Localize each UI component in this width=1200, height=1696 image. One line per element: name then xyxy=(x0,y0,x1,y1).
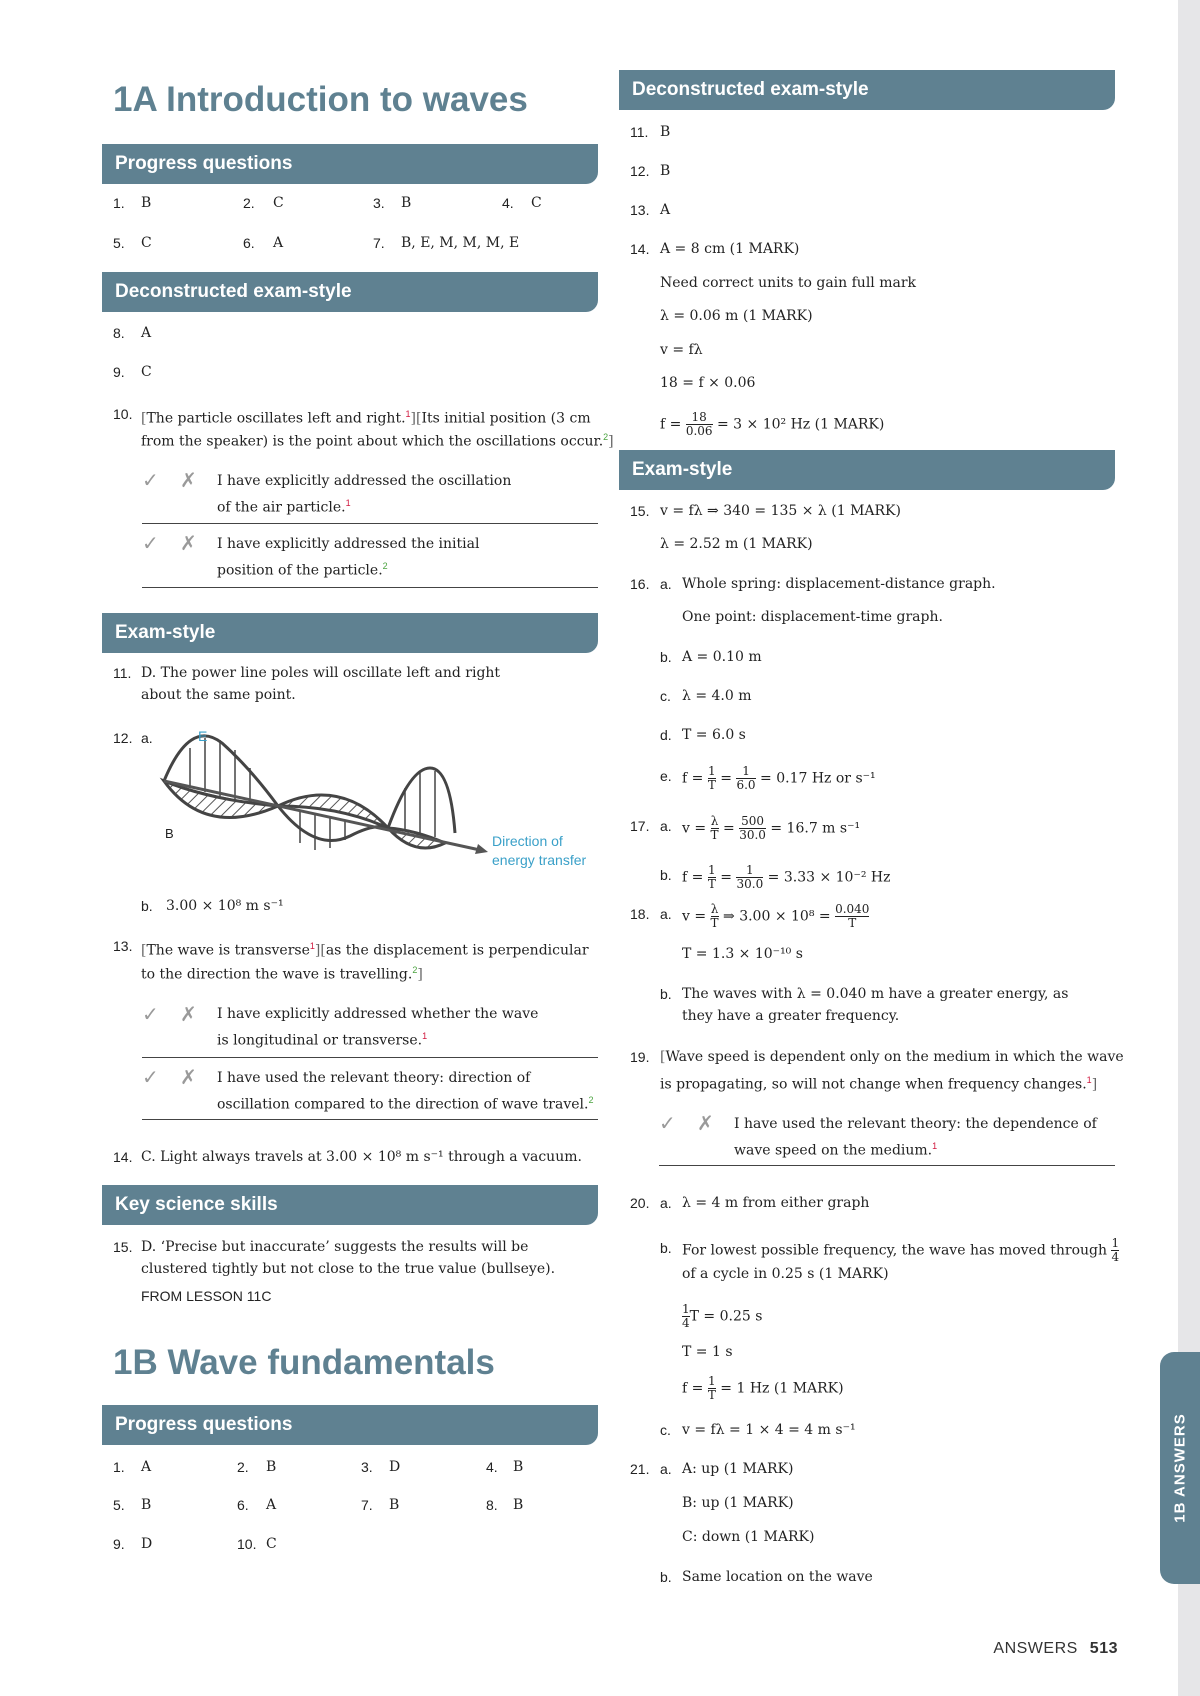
q20b-line3: $\frac{1}{4}$ T = 0.25 s xyxy=(682,1302,763,1330)
q21b-label: b. xyxy=(660,1569,672,1585)
q14-number: 14. xyxy=(630,241,650,257)
divider xyxy=(142,523,598,524)
cross-icon[interactable]: ✗ xyxy=(180,531,197,555)
q12a-label: a. xyxy=(141,730,153,746)
cross-icon[interactable]: ✗ xyxy=(180,1065,197,1089)
q17-number: 17. xyxy=(630,818,650,834)
q13-checklist-item-2: I have used the relevant theory: direction of oscillation compared to the direction of wave travel.$^2$ xyxy=(217,1070,594,1113)
q19-line2: is propagating, so will not change when frequency changes.$^1$] xyxy=(660,1075,1098,1093)
exam-style-header-1b: Exam-style xyxy=(619,450,1115,490)
side-tab-label: 1B ANSWERS xyxy=(1171,1413,1189,1523)
q21-number: 21. xyxy=(630,1461,650,1477)
q8-answer: A xyxy=(141,325,152,341)
arrowhead-icon xyxy=(475,844,488,854)
q15-answer: D. ‘Precise but inaccurate’ suggests the results will be clustered tightly but not close to the true value (bullseye). xyxy=(141,1239,556,1277)
cross-icon[interactable]: ✗ xyxy=(697,1111,714,1135)
q10-checklist-item-2: I have explicitly addressed the initial position of the particle.$^2$ xyxy=(217,536,480,579)
q21a-line3: C: down (1 MARK) xyxy=(682,1529,815,1545)
q20b-label: b. xyxy=(660,1240,672,1256)
q18a-label: a. xyxy=(660,906,672,922)
q13-number: 13. xyxy=(113,938,133,954)
q20a-answer: λ = 4 m from either graph xyxy=(682,1195,870,1211)
q18b-label: b. xyxy=(660,986,672,1002)
checkmark-icon[interactable]: ✓ xyxy=(142,468,159,492)
q12b-answer: 3.00 × 10⁸ m s⁻¹ xyxy=(166,898,284,914)
cross-icon[interactable]: ✗ xyxy=(180,468,197,492)
q10-answer-line2: from the speaker) is the point about which the oscillations occur.$^2$] xyxy=(141,432,614,450)
from-lesson-reference: FROM LESSON 11C xyxy=(141,1288,272,1304)
q14-line2: Need correct units to gain full mark xyxy=(660,275,917,291)
q13-answer: A xyxy=(660,202,671,218)
q10-answer-line1: [The particle oscillates left and right.$^1$][Its initial position (3 cm xyxy=(141,409,591,427)
q13-answer-line2: to the direction the wave is travelling.$^2$] xyxy=(141,965,423,983)
checkmark-icon[interactable]: ✓ xyxy=(659,1111,676,1135)
q16a-label: a. xyxy=(660,576,672,592)
q20b-line5: f = $\frac{1}{T}$ = 1 Hz (1 MARK) xyxy=(682,1374,844,1402)
q18a-line2: T = 1.3 × 10⁻¹⁰ s xyxy=(682,946,803,962)
q18b-answer: The waves with λ = 0.040 m have a greater energy, as they have a greater frequency. xyxy=(682,986,1069,1024)
q11-answer: D. The power line poles will oscillate left and right about the same point. xyxy=(141,665,501,703)
q11-number: 11. xyxy=(113,665,132,681)
label-e-field: E xyxy=(198,728,208,744)
progress-questions-header-1b: Progress questions xyxy=(102,1405,598,1445)
divider xyxy=(142,587,598,588)
exam-style-header-1a: Exam-style xyxy=(102,613,598,653)
q15-number: 15. xyxy=(630,503,650,519)
q17b-label: b. xyxy=(660,867,672,883)
em-wave-diagram xyxy=(150,728,500,878)
q14-line6: f = $\frac{18}{0.06}$ = 3 × 10² Hz (1 MARK) xyxy=(660,410,885,438)
checkmark-icon[interactable]: ✓ xyxy=(142,1065,159,1089)
q10-checklist-item-1: I have explicitly addressed the oscillation of the air particle.$^1$ xyxy=(217,473,512,516)
divider xyxy=(142,1057,598,1058)
q21a-line1: A: up (1 MARK) xyxy=(682,1461,794,1477)
q20a-label: a. xyxy=(660,1195,672,1211)
q16-number: 16. xyxy=(630,576,650,592)
q16a-line2: One point: displacement-time graph. xyxy=(682,609,943,625)
q16e-label: e. xyxy=(660,768,672,784)
q13-answer-line1: [The wave is transverse$^1$][as the displacement is perpendicular xyxy=(141,941,589,959)
q14-number: 14. xyxy=(113,1149,133,1165)
q12-number: 12. xyxy=(630,163,650,179)
progress-questions-header: Progress questions xyxy=(102,144,598,184)
q10-number: 10. xyxy=(113,406,133,422)
q16c-answer: λ = 4.0 m xyxy=(682,688,752,704)
q14-answer: C. Light always travels at 3.00 × 10⁸ m s⁻¹ through a vacuum. xyxy=(141,1149,582,1165)
q17a-label: a. xyxy=(660,818,672,834)
q12-number: 12. xyxy=(113,730,133,746)
q8-number: 8. xyxy=(113,325,125,341)
key-science-skills-header: Key science skills xyxy=(102,1185,598,1225)
q18a-line1: v = $\frac{\lambda}{T}$ ⇒ 3.00 × 10⁸ = $\frac{0.040}{T}$ xyxy=(682,902,870,930)
q18-number: 18. xyxy=(630,906,650,922)
deconstructed-header-1a: Deconstructed exam-style xyxy=(102,272,598,312)
label-direction-energy: Direction of energy transfer xyxy=(492,833,587,868)
q14-line3: λ = 0.06 m (1 MARK) xyxy=(660,308,813,324)
q20b-line1: For lowest possible frequency, the wave has moved through $\frac{1}{4}$ xyxy=(682,1236,1120,1264)
q19-line1: [Wave speed is dependent only on the medium in which the wave xyxy=(660,1049,1124,1065)
q12b-label: b. xyxy=(141,898,153,914)
q19-number: 19. xyxy=(630,1049,650,1065)
section-title-1b: 1B Wave fundamentals xyxy=(113,1343,495,1382)
page-footer xyxy=(993,1640,1118,1658)
q13-number: 13. xyxy=(630,202,650,218)
q17b-answer: f = $\frac{1}{T}$ = $\frac{1}{30.0}$ = 3.33 × 10⁻² Hz xyxy=(682,863,891,891)
q15-number: 15. xyxy=(113,1239,133,1255)
q9-answer: C xyxy=(141,364,152,380)
q21a-line2: B: up (1 MARK) xyxy=(682,1495,794,1511)
q21b-answer: Same location on the wave xyxy=(682,1569,873,1585)
q9-number: 9. xyxy=(113,364,125,380)
q17a-answer: v = $\frac{\lambda}{T}$ = $\frac{500}{30.0}$ = 16.7 m s⁻¹ xyxy=(682,814,861,842)
q20c-label: c. xyxy=(660,1422,671,1438)
q16c-label: c. xyxy=(660,688,671,704)
q14-line5: 18 = f × 0.06 xyxy=(660,375,756,391)
q16a-line1: Whole spring: displacement-distance graph. xyxy=(682,576,996,592)
q20b-line2: of a cycle in 0.25 s (1 MARK) xyxy=(682,1266,889,1282)
q16b-answer: A = 0.10 m xyxy=(682,649,762,665)
deconstructed-header-1b: Deconstructed exam-style xyxy=(619,70,1115,110)
q16b-label: b. xyxy=(660,649,672,665)
q19-checklist-item: I have used the relevant theory: the dependence of wave speed on the medium.$^1$ xyxy=(734,1116,1097,1159)
checkmark-icon[interactable]: ✓ xyxy=(142,1002,159,1026)
q11-answer: B xyxy=(660,124,671,140)
section-title-1a: 1A Introduction to waves xyxy=(113,80,528,119)
q20-number: 20. xyxy=(630,1195,650,1211)
q12-answer: B xyxy=(660,163,671,179)
label-b-field: B xyxy=(165,826,174,841)
q16d-label: d. xyxy=(660,727,672,743)
cross-icon[interactable]: ✗ xyxy=(180,1002,197,1026)
q21a-label: a. xyxy=(660,1461,672,1477)
q16d-answer: T = 6.0 s xyxy=(682,727,746,743)
footer-label: ANSWERS xyxy=(993,1640,1078,1657)
page-number: 513 xyxy=(1089,1640,1118,1657)
q14-line1: A = 8 cm (1 MARK) xyxy=(660,241,800,257)
divider xyxy=(659,1165,1115,1166)
q15-line2: λ = 2.52 m (1 MARK) xyxy=(660,536,813,552)
q20b-line4: T = 1 s xyxy=(682,1344,733,1360)
electric-field-wave xyxy=(164,736,455,841)
chapter-side-tab[interactable] xyxy=(1160,1352,1200,1584)
q20c-answer: v = fλ = 1 × 4 = 4 m s⁻¹ xyxy=(682,1422,856,1438)
q11-number: 11. xyxy=(630,124,649,140)
checkmark-icon[interactable]: ✓ xyxy=(142,531,159,555)
q14-line4: v = fλ xyxy=(660,342,703,358)
divider xyxy=(142,1119,598,1120)
q15-line1: v = fλ ⇒ 340 = 135 × λ (1 MARK) xyxy=(660,503,901,519)
q13-checklist-item-1: I have explicitly addressed whether the wave is longitudinal or transverse.$^1$ xyxy=(217,1006,539,1049)
q16e-answer: f = $\frac{1}{T}$ = $\frac{1}{6.0}$ = 0.17 Hz or s⁻¹ xyxy=(682,764,876,792)
